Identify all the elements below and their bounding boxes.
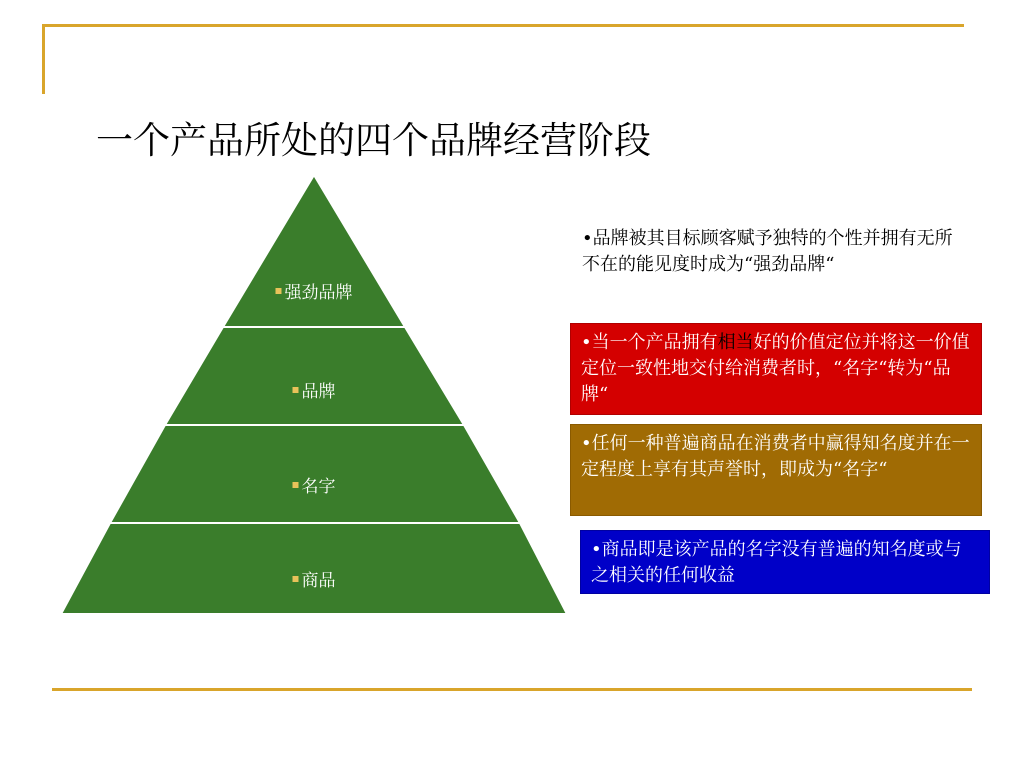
slide-title: 一个产品所处的四个品牌经营阶段 — [96, 119, 651, 162]
pyramid-label-name: 名字 — [293, 472, 336, 497]
pyramid-level-strong-brand — [223, 175, 405, 327]
description-commodity: •商品即是该产品的名字没有普遍的知名度或与之相关的任何收益 — [580, 530, 990, 594]
square-bullet-icon — [293, 482, 299, 488]
pyramid-label-strong-brand: 强劲品牌 — [276, 278, 353, 303]
pyramid-level-brand — [165, 327, 464, 425]
pyramid-label-brand: 品牌 — [293, 377, 336, 402]
square-bullet-icon — [293, 576, 299, 582]
description-brand: •当一个产品拥有相当好的价值定位并将这一价值定位一致性地交付给消费者时，“名字“转为“品牌“ — [570, 323, 982, 415]
description-strong-brand: •品牌被其目标顾客赋予独特的个性并拥有无所不在的能见度时成为“强劲品牌“ — [582, 228, 953, 275]
square-bullet-icon — [276, 288, 282, 294]
description-name: •任何一种普遍商品在消费者中赢得知名度并在一定程度上享有其声誉时，即成为“名字“ — [570, 424, 982, 516]
square-bullet-icon — [293, 387, 299, 393]
pyramid-label-commodity: 商品 — [293, 566, 336, 591]
highlighted-text: 相当 — [717, 332, 754, 353]
